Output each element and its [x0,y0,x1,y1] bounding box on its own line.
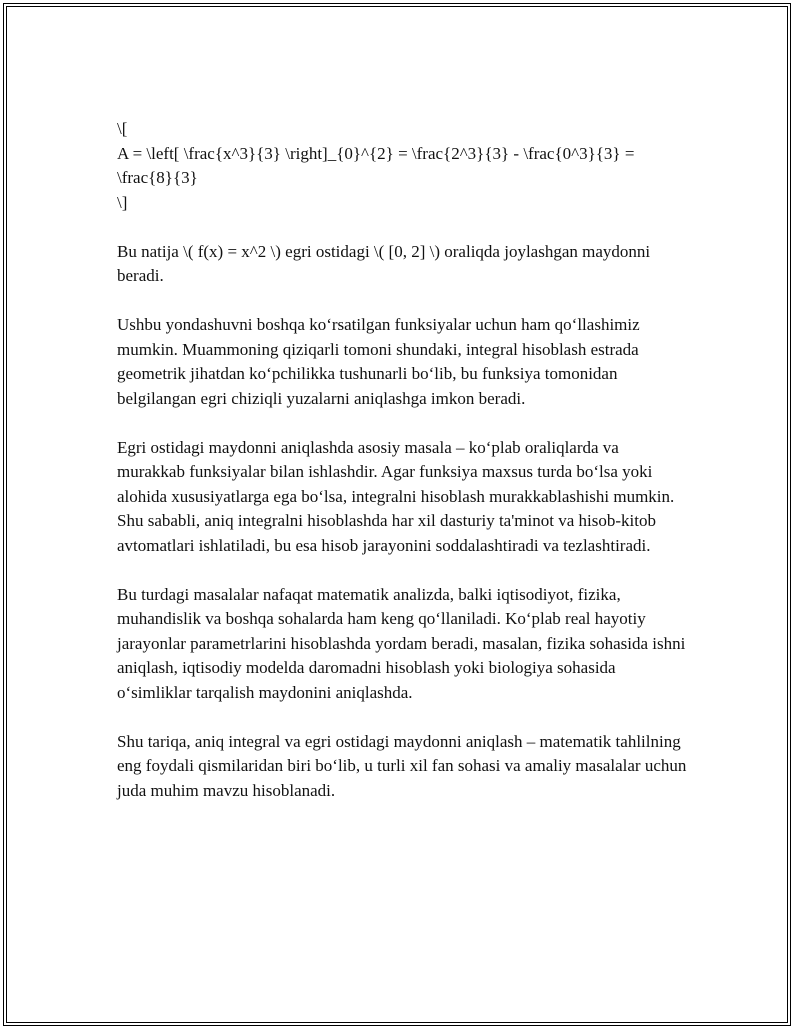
paragraph-approach: Ushbu yondashuvni boshqa koʻrsatilgan funksiyalar uchun ham qoʻllashimiz mumkin. Muammoning qiziqarli tomoni shundaki, integral hisoblash estrada geometrik jihatdan koʻpchilikka tushunarli boʻlib, bu funksiya tomonidan belgilangan egri chiziqli yuzalarni aniqlashga imkon beradi. [117,315,640,408]
math-close-delimiter: \] [117,192,128,212]
math-display-block [117,117,687,215]
paragraph-conclusion: Shu tariqa, aniq integral va egri ostidagi maydonni aniqlash – matematik tahlilning eng foydali qismilaridan biri boʻlib, u turli xil fan sohasi va amaliy masalalar uchun juda muhim mavzu hisoblanadi. [117,731,687,800]
math-equation: A = \left[ \frac{x^3}{3} \right]_{0}^{2} = \frac{2^3}{3} - \frac{0^3}{3} = \frac{8}{3} [117,143,635,187]
paragraph-main-problem: Egri ostidagi maydonni aniqlashda asosiy masala – koʻplab oraliqlarda va murakkab funksiyalar bilan ishlashdir. Agar funksiya maxsus turda boʻlsa yoki alohida xususiyatlarga ega boʻlsa, integralni hisoblash murakkablashishi mumkin. Shu sababli, aniq integralni hisoblashda har xil dasturiy ta'minot va hisob-kitob avtomatlari ishlatiladi, bu esa hisob jarayonini soddalashtiradi va tezlashtiradi. [117,437,675,555]
math-open-delimiter: \[ [117,119,128,138]
paragraph-applications: Bu turdagi masalalar nafaqat matematik analizda, balki iqtisodiyot, fizika, muhandislik va boshqa sohalarda ham keng qoʻllaniladi. Koʻplab real hayotiy jarayonlar parametrlarini hisoblashda yordam beradi, masalan, fizika sohasida ishni aniqlash, iqtisodiy modelda daromadni hisoblash yoki biologiya sohasida oʻsimliklar tarqalish maydonini aniqlashda. [117,584,686,702]
document-body [117,117,687,828]
paragraph-result: Bu natija \( f(x) = x^2 \) egri ostidagi \( [0, 2] \) oraliqda joylashgan maydonni beradi. [117,241,651,285]
